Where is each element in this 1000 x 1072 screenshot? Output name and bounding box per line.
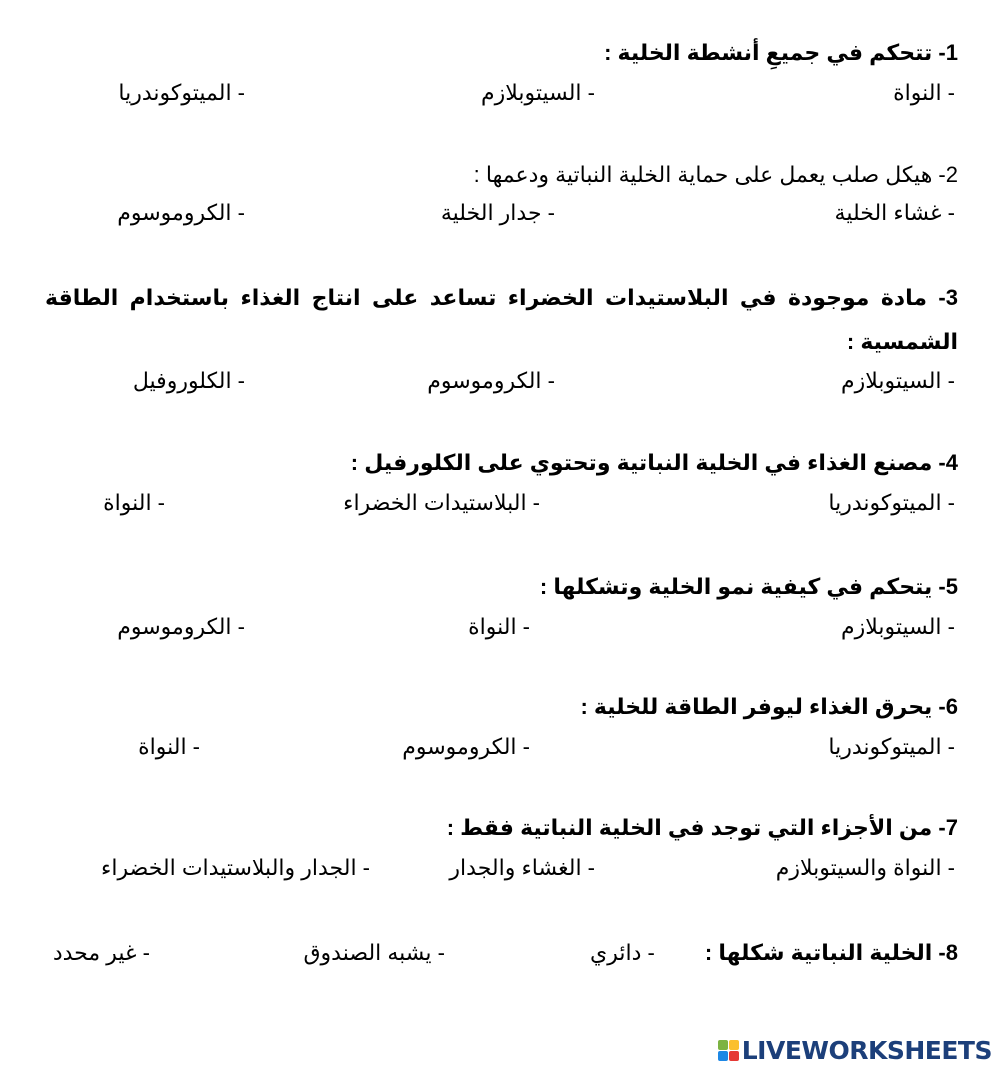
question-4: 4- مصنع الغذاء في الخلية النباتية وتحتوي على الكلورفيل : <box>350 450 958 475</box>
option-3-c[interactable]: - الكلوروفيل <box>132 368 245 393</box>
logo-text: LIVEWORKSHEETS <box>741 1036 992 1065</box>
option-2-a[interactable]: - غشاء الخلية <box>834 200 955 225</box>
question-1: 1- تتحكم في جميعِ أنشطة الخلية : <box>604 40 958 65</box>
option-7-c[interactable]: - الجدار والبلاستيدات الخضراء <box>101 855 370 880</box>
liveworksheets-logo <box>718 1036 992 1065</box>
option-5-b[interactable]: - النواة <box>468 614 530 639</box>
option-4-a[interactable]: - الميتوكوندريا <box>828 490 955 515</box>
option-3-b[interactable]: - الكروموسوم <box>427 368 555 393</box>
option-6-c[interactable]: - النواة <box>138 734 200 759</box>
question-8: 8- الخلية النباتية شكلها : <box>704 940 958 965</box>
option-7-b[interactable]: - الغشاء والجدار <box>449 855 595 880</box>
question-2: 2- هيكل صلب يعمل على حماية الخلية النباتية ودعمها : <box>473 162 958 187</box>
option-8-a[interactable]: - دائري <box>590 940 655 965</box>
option-8-b[interactable]: - يشبه الصندوق <box>303 940 445 965</box>
option-4-b[interactable]: - البلاستيدات الخضراء <box>343 490 540 515</box>
option-6-b[interactable]: - الكروموسوم <box>402 734 530 759</box>
option-1-c[interactable]: - الميتوكوندريا <box>118 80 245 105</box>
option-5-c[interactable]: - الكروموسوم <box>117 614 245 639</box>
question-3: 3- مادة موجودة في البلاستيدات الخضراء تساعد على انتاج الغذاء باستخدام الطاقة الشمسية : <box>45 285 958 354</box>
option-1-b[interactable]: - السيتوبلازم <box>480 80 595 105</box>
option-2-c[interactable]: - الكروموسوم <box>117 200 245 225</box>
option-3-a[interactable]: - السيتوبلازم <box>840 368 955 393</box>
option-7-a[interactable]: - النواة والسيتوبلازم <box>775 855 955 880</box>
option-8-c[interactable]: - غير محدد <box>52 940 150 965</box>
option-4-c[interactable]: - النواة <box>103 490 165 515</box>
option-5-a[interactable]: - السيتوبلازم <box>840 614 955 639</box>
option-6-a[interactable]: - الميتوكوندريا <box>828 734 955 759</box>
question-7: 7- من الأجزاء التي توجد في الخلية النباتية فقط : <box>446 815 958 840</box>
logo-mark-icon <box>718 1040 739 1061</box>
question-6: 6- يحرق الغذاء ليوفر الطاقة للخلية : <box>580 694 958 719</box>
option-1-a[interactable]: - النواة <box>893 80 955 105</box>
question-5: 5- يتحكم في كيفية نمو الخلية وتشكلها : <box>539 574 958 599</box>
option-2-b[interactable]: - جدار الخلية <box>440 200 555 225</box>
